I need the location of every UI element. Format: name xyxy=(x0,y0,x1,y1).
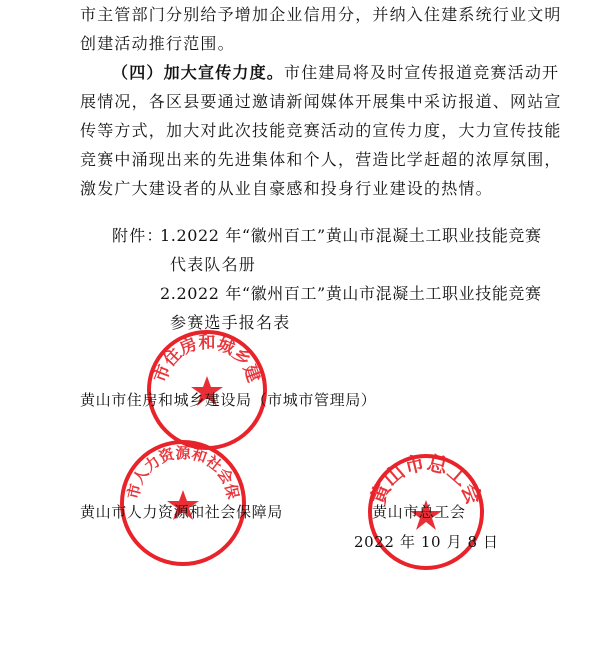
attachments-label: 附件： xyxy=(112,226,164,245)
signatory-hrss-bureau: 黄山市人力资源和社会保障局 xyxy=(80,503,283,521)
body-text: 市住建局将及时宣传报道竞赛活动开 xyxy=(284,63,560,82)
body-text-line: 激发广大建设者的从业自豪感和投身行业建设的热情。 xyxy=(80,179,493,198)
attachment-item-continuation: 参赛选手报名表 xyxy=(170,313,291,332)
section-heading: （四）加大宣传力度。 xyxy=(112,63,285,82)
svg-text:黄山市住房和城乡建设局: 黄山市住房和城乡建设局 xyxy=(136,313,264,386)
signatory-trade-union: 黄山市总工会 xyxy=(372,503,466,521)
body-text-line: 展情况，各区县要通过邀请新闻媒体开展集中采访报道、网站宣 xyxy=(80,92,562,111)
body-text-line: 市主管部门分别给予增加企业信用分，并纳入住建系统行业文明 xyxy=(80,5,562,24)
attachment-item: 1.2022 年“徽州百工”黄山市混凝土工职业技能竞赛 xyxy=(160,226,542,245)
document-date: 2022 年 10 月 8 日 xyxy=(354,533,499,551)
svg-text:黄山市总工会: 黄山市总工会 xyxy=(365,450,487,508)
section-paragraph-first-line xyxy=(112,63,559,83)
body-text-line: 传等方式，加大对此次技能竞赛活动的宣传力度，大力宣传技能 xyxy=(80,121,562,140)
body-text-line: 竞赛中涌现出来的先进集体和个人，营造比学赶超的浓厚氛围， xyxy=(80,150,562,169)
svg-text:黄山市人力资源和社会保障局: 黄山市人力资源和社会保障局 xyxy=(110,424,243,501)
body-text-line: 创建活动推行范围。 xyxy=(80,34,235,53)
signatory-housing-bureau: 黄山市住房和城乡建设局（市城市管理局） xyxy=(80,391,377,409)
attachment-item: 2.2022 年“徽州百工”黄山市混凝土工职业技能竞赛 xyxy=(160,284,542,303)
attachment-item-continuation: 代表队名册 xyxy=(170,255,257,274)
